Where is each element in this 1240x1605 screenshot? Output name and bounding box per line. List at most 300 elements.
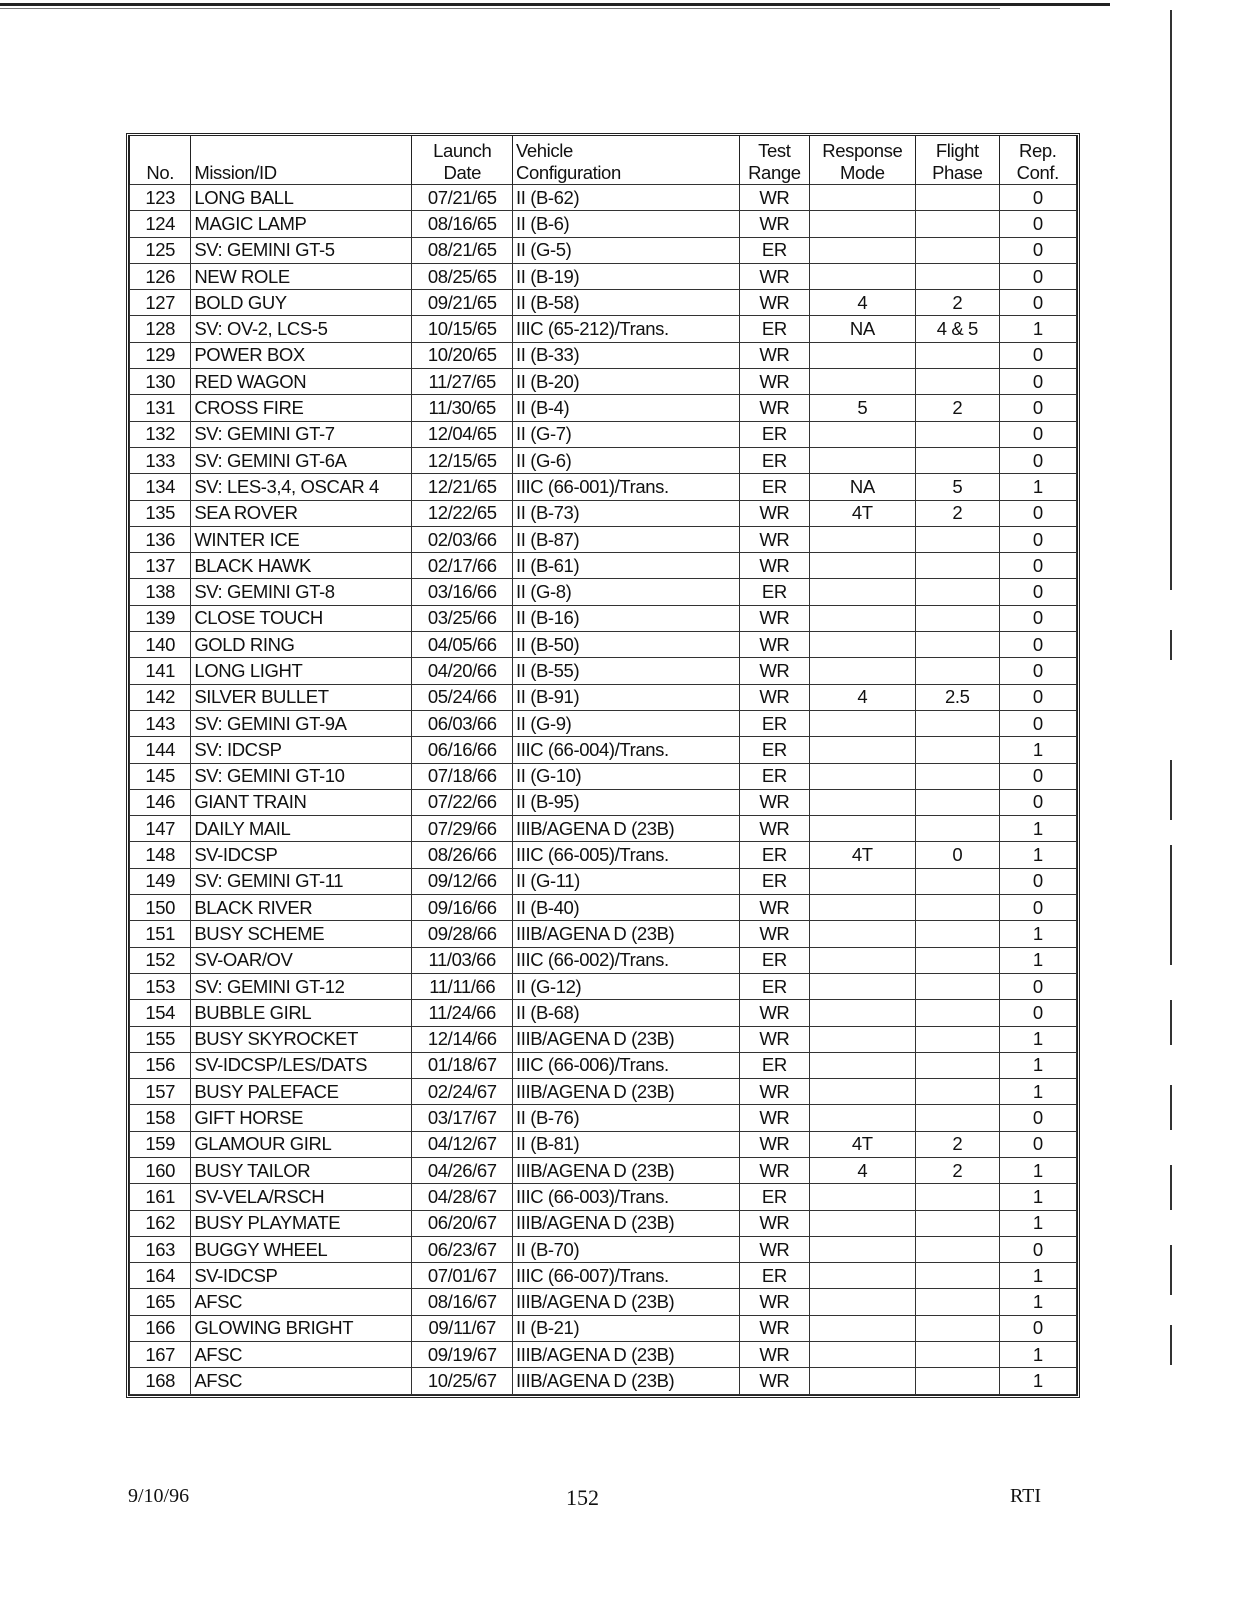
cell-phase	[916, 1105, 999, 1131]
table-row	[130, 684, 1077, 710]
cell-conf: 0	[999, 211, 1076, 237]
cell-mode	[809, 921, 916, 947]
cell-conf: 0	[999, 1236, 1076, 1262]
table-row	[130, 1131, 1077, 1157]
cell-range: WR	[740, 684, 809, 710]
cell-date: 03/25/66	[412, 605, 513, 631]
table-row	[130, 710, 1077, 736]
cell-date: 01/18/67	[412, 1052, 513, 1078]
cell-conf: 0	[999, 421, 1076, 447]
cell-mission: SV: GEMINI GT-7	[191, 421, 412, 447]
cell-conf: 0	[999, 895, 1076, 921]
cell-date: 11/27/65	[412, 369, 513, 395]
cell-date: 04/20/66	[412, 658, 513, 684]
cell-mode	[809, 895, 916, 921]
table-row	[130, 1105, 1077, 1131]
cell-conf: 1	[999, 1184, 1076, 1210]
cell-mission: WINTER ICE	[191, 526, 412, 552]
cell-date: 11/03/66	[412, 947, 513, 973]
cell-conf: 1	[999, 1368, 1076, 1394]
cell-date: 04/28/67	[412, 1184, 513, 1210]
cell-phase	[916, 658, 999, 684]
table-row	[130, 921, 1077, 947]
column-header-line: Launch	[433, 140, 492, 161]
cell-phase: 4 & 5	[916, 316, 999, 342]
cell-date: 03/17/67	[412, 1105, 513, 1131]
cell-mission: SV-OAR/OV	[191, 947, 412, 973]
cell-mission: GLAMOUR GIRL	[191, 1131, 412, 1157]
cell-mode: 4	[809, 290, 916, 316]
cell-range: WR	[740, 921, 809, 947]
cell-range: WR	[740, 658, 809, 684]
margin-bar	[1170, 1165, 1172, 1210]
cell-conf: 1	[999, 737, 1076, 763]
cell-no: 137	[130, 553, 191, 579]
cell-phase	[916, 789, 999, 815]
cell-date: 04/26/67	[412, 1157, 513, 1183]
cell-date: 02/24/67	[412, 1079, 513, 1105]
table-row	[130, 1368, 1077, 1394]
cell-range: ER	[740, 316, 809, 342]
column-header-mode	[809, 136, 916, 185]
cell-date: 11/24/66	[412, 1000, 513, 1026]
cell-date: 02/17/66	[412, 553, 513, 579]
cell-range: WR	[740, 369, 809, 395]
cell-phase	[916, 1236, 999, 1262]
cell-conf: 1	[999, 1157, 1076, 1183]
cell-range: ER	[740, 973, 809, 999]
cell-mission: SV: GEMINI GT-9A	[191, 710, 412, 736]
cell-date: 09/19/67	[412, 1342, 513, 1368]
cell-mission: SV: GEMINI GT-8	[191, 579, 412, 605]
cell-conf: 0	[999, 579, 1076, 605]
column-header-line: No.	[146, 162, 174, 183]
cell-conf: 1	[999, 1210, 1076, 1236]
cell-mode	[809, 1289, 916, 1315]
cell-range: WR	[740, 895, 809, 921]
cell-vehicle: II (B-33)	[512, 342, 739, 368]
cell-conf: 0	[999, 290, 1076, 316]
table-row	[130, 237, 1077, 263]
mission-table	[129, 136, 1077, 1395]
cell-no: 146	[130, 789, 191, 815]
table-row	[130, 342, 1077, 368]
cell-vehicle: II (B-95)	[512, 789, 739, 815]
cell-mission: BUSY PALEFACE	[191, 1079, 412, 1105]
cell-conf: 1	[999, 1342, 1076, 1368]
cell-mode: 4T	[809, 842, 916, 868]
cell-mode	[809, 605, 916, 631]
margin-bar	[1170, 630, 1172, 660]
cell-date: 09/12/66	[412, 868, 513, 894]
cell-mission: GIFT HORSE	[191, 1105, 412, 1131]
table-row	[130, 763, 1077, 789]
cell-no: 125	[130, 237, 191, 263]
cell-date: 10/15/65	[412, 316, 513, 342]
footer-date: 9/10/96	[128, 1485, 190, 1507]
cell-date: 08/16/67	[412, 1289, 513, 1315]
cell-mode	[809, 1368, 916, 1394]
cell-conf: 1	[999, 947, 1076, 973]
cell-conf: 1	[999, 316, 1076, 342]
cell-mode	[809, 342, 916, 368]
column-header-line: Phase	[932, 162, 983, 183]
cell-vehicle: II (G-12)	[512, 973, 739, 999]
cell-mode	[809, 211, 916, 237]
cell-conf: 0	[999, 263, 1076, 289]
cell-phase	[916, 816, 999, 842]
cell-vehicle: II (B-87)	[512, 526, 739, 552]
cell-mission: SV: GEMINI GT-10	[191, 763, 412, 789]
cell-vehicle: IIIB/AGENA D (23B)	[512, 1342, 739, 1368]
cell-range: WR	[740, 632, 809, 658]
cell-mode	[809, 1052, 916, 1078]
cell-no: 156	[130, 1052, 191, 1078]
cell-vehicle: IIIB/AGENA D (23B)	[512, 1157, 739, 1183]
cell-mission: BUSY PLAYMATE	[191, 1210, 412, 1236]
cell-range: WR	[740, 1210, 809, 1236]
cell-vehicle: II (B-76)	[512, 1105, 739, 1131]
column-header-line: Response	[822, 140, 903, 161]
cell-vehicle: II (G-9)	[512, 710, 739, 736]
cell-no: 131	[130, 395, 191, 421]
cell-vehicle: II (G-11)	[512, 868, 739, 894]
cell-no: 132	[130, 421, 191, 447]
cell-phase	[916, 579, 999, 605]
cell-mission: SV: LES-3,4, OSCAR 4	[191, 474, 412, 500]
cell-mode	[809, 947, 916, 973]
cell-conf: 1	[999, 1263, 1076, 1289]
table-row	[130, 185, 1077, 211]
table-row	[130, 1236, 1077, 1262]
top-rule	[0, 3, 1110, 6]
table-row	[130, 316, 1077, 342]
cell-mode	[809, 579, 916, 605]
cell-no: 158	[130, 1105, 191, 1131]
table-row	[130, 447, 1077, 473]
cell-conf: 0	[999, 553, 1076, 579]
margin-bar	[1170, 1085, 1172, 1130]
table-row	[130, 553, 1077, 579]
column-header-line: Flight	[935, 140, 979, 161]
cell-no: 126	[130, 263, 191, 289]
cell-no: 141	[130, 658, 191, 684]
cell-date: 11/30/65	[412, 395, 513, 421]
cell-no: 136	[130, 526, 191, 552]
cell-no: 168	[130, 1368, 191, 1394]
column-header-line: Rep.	[1019, 140, 1057, 161]
table-row	[130, 1052, 1077, 1078]
cell-date: 04/12/67	[412, 1131, 513, 1157]
cell-date: 12/15/65	[412, 447, 513, 473]
cell-range: WR	[740, 816, 809, 842]
cell-vehicle: II (B-68)	[512, 1000, 739, 1026]
cell-phase: 2	[916, 1157, 999, 1183]
column-header-line: Mission/ID	[194, 162, 277, 183]
footer-org: RTI	[1010, 1485, 1042, 1507]
cell-mission: RED WAGON	[191, 369, 412, 395]
cell-mission: LONG BALL	[191, 185, 412, 211]
cell-conf: 1	[999, 1289, 1076, 1315]
table-row	[130, 605, 1077, 631]
cell-mission: POWER BOX	[191, 342, 412, 368]
cell-vehicle: IIIB/AGENA D (23B)	[512, 1079, 739, 1105]
cell-no: 130	[130, 369, 191, 395]
cell-conf: 0	[999, 1315, 1076, 1341]
cell-phase	[916, 895, 999, 921]
cell-conf: 1	[999, 1052, 1076, 1078]
header-row	[130, 136, 1077, 185]
cell-phase	[916, 1289, 999, 1315]
cell-vehicle: IIIC (66-004)/Trans.	[512, 737, 739, 763]
cell-range: WR	[740, 395, 809, 421]
cell-conf: 0	[999, 185, 1076, 211]
cell-mission: AFSC	[191, 1289, 412, 1315]
cell-no: 145	[130, 763, 191, 789]
cell-range: WR	[740, 1105, 809, 1131]
cell-date: 09/11/67	[412, 1315, 513, 1341]
cell-no: 148	[130, 842, 191, 868]
cell-vehicle: IIIC (66-003)/Trans.	[512, 1184, 739, 1210]
cell-vehicle: II (B-50)	[512, 632, 739, 658]
table-row	[130, 1289, 1077, 1315]
table-row	[130, 500, 1077, 526]
cell-range: ER	[740, 1263, 809, 1289]
cell-date: 10/20/65	[412, 342, 513, 368]
cell-no: 155	[130, 1026, 191, 1052]
cell-mode	[809, 1026, 916, 1052]
cell-mode: 5	[809, 395, 916, 421]
cell-mode	[809, 553, 916, 579]
cell-mode	[809, 1105, 916, 1131]
cell-no: 153	[130, 973, 191, 999]
cell-range: WR	[740, 342, 809, 368]
cell-mode: 4T	[809, 1131, 916, 1157]
cell-range: WR	[740, 1368, 809, 1394]
cell-conf: 0	[999, 395, 1076, 421]
cell-date: 04/05/66	[412, 632, 513, 658]
cell-range: WR	[740, 1000, 809, 1026]
cell-range: ER	[740, 710, 809, 736]
cell-no: 160	[130, 1157, 191, 1183]
cell-range: ER	[740, 868, 809, 894]
margin-bar	[1170, 1245, 1172, 1295]
cell-no: 149	[130, 868, 191, 894]
cell-conf: 1	[999, 474, 1076, 500]
cell-no: 151	[130, 921, 191, 947]
cell-conf: 0	[999, 1105, 1076, 1131]
cell-range: WR	[740, 1079, 809, 1105]
cell-date: 12/22/65	[412, 500, 513, 526]
cell-no: 129	[130, 342, 191, 368]
cell-range: WR	[740, 526, 809, 552]
top-rule-thin	[0, 8, 1000, 9]
cell-mode	[809, 369, 916, 395]
page-number: 152	[566, 1485, 599, 1510]
column-header-line	[194, 140, 408, 162]
cell-conf: 0	[999, 605, 1076, 631]
cell-range: WR	[740, 1315, 809, 1341]
cell-phase	[916, 1315, 999, 1341]
cell-phase	[916, 1210, 999, 1236]
cell-conf: 1	[999, 842, 1076, 868]
cell-phase	[916, 1263, 999, 1289]
cell-mode: 4	[809, 684, 916, 710]
table-row	[130, 816, 1077, 842]
mission-table-frame	[126, 133, 1080, 1398]
cell-no: 143	[130, 710, 191, 736]
column-header-line: Configuration	[515, 162, 621, 183]
table-row	[130, 789, 1077, 815]
table-row	[130, 1263, 1077, 1289]
cell-date: 06/20/67	[412, 1210, 513, 1236]
cell-vehicle: II (G-5)	[512, 237, 739, 263]
table-row	[130, 1210, 1077, 1236]
cell-conf: 0	[999, 658, 1076, 684]
cell-range: ER	[740, 763, 809, 789]
table-row	[130, 1184, 1077, 1210]
cell-mode	[809, 1342, 916, 1368]
cell-mission: SV-VELA/RSCH	[191, 1184, 412, 1210]
cell-mode	[809, 1236, 916, 1262]
cell-range: WR	[740, 789, 809, 815]
cell-range: WR	[740, 1026, 809, 1052]
cell-mission: SV: GEMINI GT-11	[191, 868, 412, 894]
cell-vehicle: II (B-4)	[512, 395, 739, 421]
cell-mode	[809, 789, 916, 815]
table-row	[130, 1000, 1077, 1026]
cell-conf: 0	[999, 789, 1076, 815]
table-row	[130, 842, 1077, 868]
cell-vehicle: IIIC (66-005)/Trans.	[512, 842, 739, 868]
cell-phase	[916, 868, 999, 894]
cell-date: 08/26/66	[412, 842, 513, 868]
cell-date: 09/28/66	[412, 921, 513, 947]
cell-mission: SEA ROVER	[191, 500, 412, 526]
cell-no: 140	[130, 632, 191, 658]
cell-vehicle: II (B-70)	[512, 1236, 739, 1262]
cell-date: 07/21/65	[412, 185, 513, 211]
cell-vehicle: II (G-6)	[512, 447, 739, 473]
cell-conf: 0	[999, 237, 1076, 263]
cell-conf: 0	[999, 710, 1076, 736]
cell-no: 138	[130, 579, 191, 605]
cell-mission: CROSS FIRE	[191, 395, 412, 421]
cell-no: 150	[130, 895, 191, 921]
table-body	[130, 185, 1077, 1395]
cell-conf: 0	[999, 973, 1076, 999]
cell-date: 02/03/66	[412, 526, 513, 552]
table-row	[130, 973, 1077, 999]
cell-vehicle: II (G-10)	[512, 763, 739, 789]
cell-vehicle: II (B-61)	[512, 553, 739, 579]
cell-no: 144	[130, 737, 191, 763]
cell-date: 11/11/66	[412, 973, 513, 999]
cell-phase: 2	[916, 1131, 999, 1157]
cell-date: 12/14/66	[412, 1026, 513, 1052]
table-row	[130, 737, 1077, 763]
cell-mission: BUGGY WHEEL	[191, 1236, 412, 1262]
cell-range: ER	[740, 474, 809, 500]
cell-range: ER	[740, 421, 809, 447]
cell-vehicle: IIIC (66-001)/Trans.	[512, 474, 739, 500]
cell-phase	[916, 1342, 999, 1368]
cell-range: WR	[740, 290, 809, 316]
cell-mission: SV-IDCSP	[191, 842, 412, 868]
cell-no: 139	[130, 605, 191, 631]
cell-mission: SV: GEMINI GT-5	[191, 237, 412, 263]
cell-no: 147	[130, 816, 191, 842]
cell-mode: 4T	[809, 500, 916, 526]
cell-no: 128	[130, 316, 191, 342]
cell-no: 154	[130, 1000, 191, 1026]
cell-range: WR	[740, 211, 809, 237]
cell-phase	[916, 921, 999, 947]
cell-mode	[809, 710, 916, 736]
cell-mode: NA	[809, 316, 916, 342]
cell-vehicle: II (B-21)	[512, 1315, 739, 1341]
cell-mission: SV: IDCSP	[191, 737, 412, 763]
cell-mission: BUSY TAILOR	[191, 1157, 412, 1183]
cell-conf: 0	[999, 500, 1076, 526]
cell-phase: 5	[916, 474, 999, 500]
cell-phase	[916, 973, 999, 999]
cell-conf: 0	[999, 632, 1076, 658]
cell-range: WR	[740, 605, 809, 631]
cell-vehicle: IIIC (66-002)/Trans.	[512, 947, 739, 973]
cell-mode	[809, 868, 916, 894]
cell-phase	[916, 1000, 999, 1026]
column-header-line: Vehicle	[515, 140, 573, 161]
cell-range: ER	[740, 1052, 809, 1078]
cell-phase	[916, 263, 999, 289]
column-header-line: Date	[443, 162, 481, 183]
table-row	[130, 263, 1077, 289]
cell-vehicle: II (B-19)	[512, 263, 739, 289]
cell-no: 142	[130, 684, 191, 710]
cell-date: 03/16/66	[412, 579, 513, 605]
cell-conf: 1	[999, 921, 1076, 947]
cell-conf: 0	[999, 1000, 1076, 1026]
column-header-mission	[191, 136, 412, 185]
cell-no: 164	[130, 1263, 191, 1289]
cell-phase	[916, 710, 999, 736]
cell-phase: 2.5	[916, 684, 999, 710]
column-header-line	[133, 140, 187, 162]
cell-conf: 0	[999, 868, 1076, 894]
cell-vehicle: II (B-6)	[512, 211, 739, 237]
cell-date: 08/16/65	[412, 211, 513, 237]
column-header-vehicle	[512, 136, 739, 185]
cell-date: 06/16/66	[412, 737, 513, 763]
cell-mission: SV: GEMINI GT-6A	[191, 447, 412, 473]
column-header-line: Test	[758, 140, 791, 161]
cell-conf: 0	[999, 763, 1076, 789]
cell-mode	[809, 1000, 916, 1026]
cell-vehicle: IIIB/AGENA D (23B)	[512, 1026, 739, 1052]
cell-date: 08/21/65	[412, 237, 513, 263]
table-row	[130, 868, 1077, 894]
cell-no: 135	[130, 500, 191, 526]
column-header-range	[740, 136, 809, 185]
cell-range: WR	[740, 1131, 809, 1157]
column-header-line: Mode	[839, 162, 885, 183]
table-row	[130, 1315, 1077, 1341]
cell-mission: BUBBLE GIRL	[191, 1000, 412, 1026]
cell-mode	[809, 658, 916, 684]
cell-vehicle: II (B-40)	[512, 895, 739, 921]
cell-mission: SV: GEMINI GT-12	[191, 973, 412, 999]
